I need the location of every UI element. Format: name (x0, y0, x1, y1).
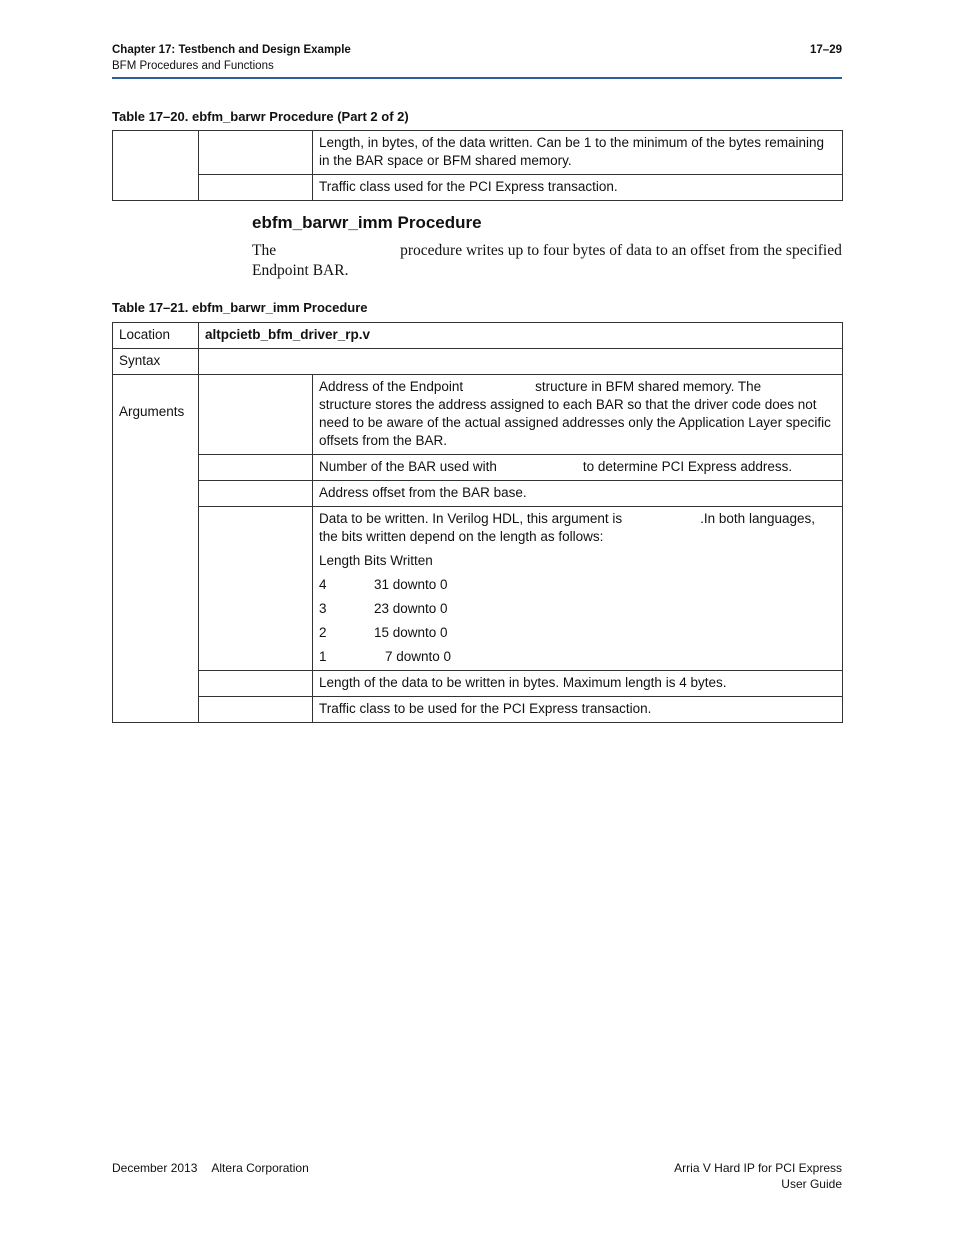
length-value: 2 (319, 625, 327, 640)
page-number: 17–29 (810, 44, 842, 56)
length-value: 3 (319, 601, 327, 616)
footer-doc-title: Arria V Hard IP for PCI Express (674, 1161, 842, 1175)
section-title: ebfm_barwr_imm Procedure (252, 213, 482, 232)
table-row (113, 455, 843, 481)
arg-desc: Length of the data to be written in bytes. Maximum length is 4 bytes. (313, 671, 843, 697)
arg4-b: .In both languages, the bits written depend on the length as follows: (319, 511, 815, 544)
page-footer-left (112, 1160, 309, 1176)
length-header: Length Bits Written (319, 553, 433, 568)
header-rule (112, 77, 842, 79)
location-label: Location (113, 323, 199, 349)
bits-value: 15 downto 0 (374, 625, 448, 640)
length-row (319, 648, 836, 666)
arg2-a: Number of the BAR used with (319, 459, 497, 474)
table1 (112, 130, 843, 201)
table1-desc: Length, in bytes, of the data written. Can be 1 to the minimum of the bytes remaining in the BAR space or BFM shared memory. (313, 131, 843, 175)
arg4-a: Data to be written. In Verilog HDL, this argument is (319, 511, 623, 526)
arguments-label: Arguments (119, 404, 185, 419)
table1-desc: Traffic class used for the PCI Express transaction. (313, 175, 843, 201)
table-row (113, 131, 843, 175)
page-footer-right (674, 1160, 842, 1192)
table-row (113, 375, 843, 455)
arg-name-cell (199, 671, 313, 697)
table-row (113, 323, 843, 349)
location-value: altpcietb_bfm_driver_rp.v (199, 323, 843, 349)
bits-value: 31 downto 0 (374, 577, 448, 592)
arg-desc: Address offset from the BAR base. (313, 481, 843, 507)
footer-company: Altera Corporation (211, 1161, 309, 1175)
arg-desc (313, 455, 843, 481)
table1-empty-cell (113, 131, 199, 201)
arg-desc: Traffic class to be used for the PCI Express transaction. (313, 697, 843, 723)
arg-name-cell (199, 455, 313, 481)
arg-desc (313, 375, 843, 455)
arg2-b: to determine PCI Express address. (582, 459, 793, 474)
page-header (112, 43, 351, 74)
table-row (113, 349, 843, 375)
arg-desc (313, 507, 843, 671)
section-subtitle: BFM Procedures and Functions (112, 59, 274, 72)
syntax-label: Syntax (113, 349, 199, 375)
table-row (113, 507, 843, 671)
length-value: 1 (319, 649, 327, 664)
table1-caption: Table 17–20. ebfm_barwr Procedure (Part 2 of 2) (112, 109, 409, 124)
syntax-value (199, 349, 843, 375)
table-row (113, 175, 843, 201)
table1-arg-cell (199, 131, 313, 175)
arg-name-cell (199, 697, 313, 723)
para-rest: procedure writes up to four bytes of data to an offset from the specified Endpoint BAR. (252, 242, 842, 279)
table-row (113, 697, 843, 723)
table1-arg-cell (199, 175, 313, 201)
table2-caption: Table 17–21. ebfm_barwr_imm Procedure (112, 300, 368, 315)
arg-name-cell (199, 481, 313, 507)
arg1-a: Address of the Endpoint (319, 379, 464, 394)
length-row (319, 576, 836, 594)
para-start: The (252, 242, 277, 259)
arg-name-cell (199, 375, 313, 455)
table-row (113, 481, 843, 507)
arg-name-cell (199, 507, 313, 671)
table2 (112, 322, 843, 723)
section-paragraph (252, 241, 842, 281)
arguments-label-cell (113, 375, 199, 723)
arg1-b: structure in BFM shared memory. The (535, 379, 762, 394)
footer-doc-type: User Guide (781, 1177, 842, 1191)
bits-value: 7 downto 0 (385, 649, 452, 664)
arg1-c: structure stores the address assigned to each BAR so that the driver code does not need to be aware of the actual assigned addresses only the Application Layer specific offsets from the BAR. (319, 397, 831, 448)
bits-value: 23 downto 0 (374, 601, 448, 616)
table-row (113, 671, 843, 697)
chapter-title: Chapter 17: Testbench and Design Example (112, 44, 351, 56)
length-value: 4 (319, 577, 327, 592)
length-row (319, 624, 836, 642)
footer-date: December 2013 (112, 1161, 198, 1175)
length-row (319, 600, 836, 618)
